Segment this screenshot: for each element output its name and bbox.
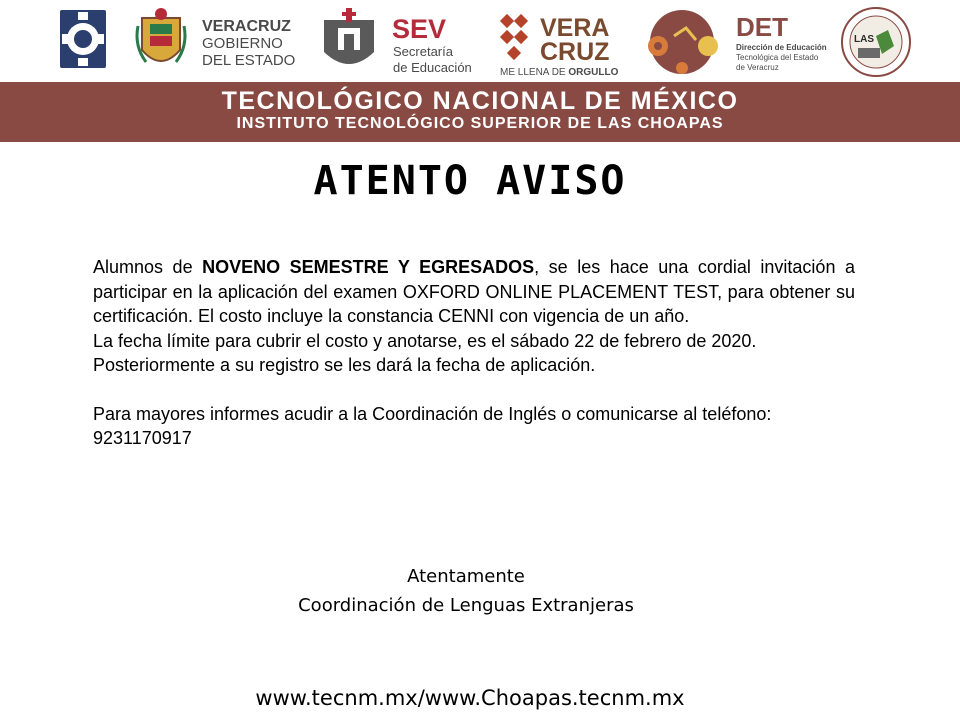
closing-line1: Atentamente [407,566,525,587]
body-paragraph-1: Alumnos de NOVENO SEMESTRE Y EGRESADOS, se les hace una cordial invitación a participar en la aplicación del examen OXFORD ONLINE PLACEMENT TEST, para obtener su certificación. El costo incluye la constancia CENNI con vigencia de un año. [93,257,855,326]
phone-number: 9231170917 [93,428,192,448]
sev-line2: de Educación [393,60,472,75]
veracruz-line1: VERACRUZ [202,18,291,35]
itslc-abbr: LAS [854,34,874,45]
brand-line2: CRUZ [540,38,610,66]
brand-line1: VERA [540,14,610,42]
tecnm-gear-logo [58,6,108,72]
sev-text [390,6,486,76]
logo-bar [0,0,960,82]
veracruz-line2: GOBIERNO [202,35,283,52]
det-line3: de Veracruz [736,63,779,72]
det-abbr: DET [736,12,788,42]
closing-line2: Coordinación de Lenguas Extranjeras [298,595,634,616]
sev-seal [316,6,382,78]
notice-title: ATENTO AVISO [313,158,627,204]
banner-line1: TECNOLÓGICO NACIONAL DE MÉXICO [221,87,739,115]
notice-body [93,255,855,451]
body-paragraph-2: La fecha límite para cubrir el costo y anotarse, es el sábado 22 de febrero de 2020. [93,330,757,351]
footer-urls: www.tecnm.mx/www.Choapas.tecnm.mx [255,686,685,710]
veracruz-gobierno-text [200,6,300,72]
veracruz-line3: DEL ESTADO [202,52,296,69]
veracruz-coat-of-arms [132,6,190,76]
det-logo-mark [634,6,730,78]
banner-line2: INSTITUTO TECNOLÓGICO SUPERIOR DE LAS CHOAPAS [236,115,724,132]
sev-abbr: SEV [392,14,447,44]
itslc-seal [838,6,914,78]
institution-banner [0,82,960,142]
body-paragraph-3: Posteriormente a su registro se les dará la fecha de aplicación. [93,355,596,375]
body-bold-recipients: NOVENO SEMESTRE Y EGRESADOS [202,257,535,277]
det-line2: Tecnológica del Estado [736,53,819,62]
veracruz-brand [496,6,618,78]
body-paragraph-4: Para mayores informes acudir a la Coordinación de Inglés o comunicarse al teléfono: [93,403,772,424]
det-line1: Dirección de Educación [736,43,827,52]
brand-tagline: ME LLENA DE ORGULLO [500,67,618,78]
sev-line1: Secretaría [393,44,453,59]
det-text [734,6,830,76]
